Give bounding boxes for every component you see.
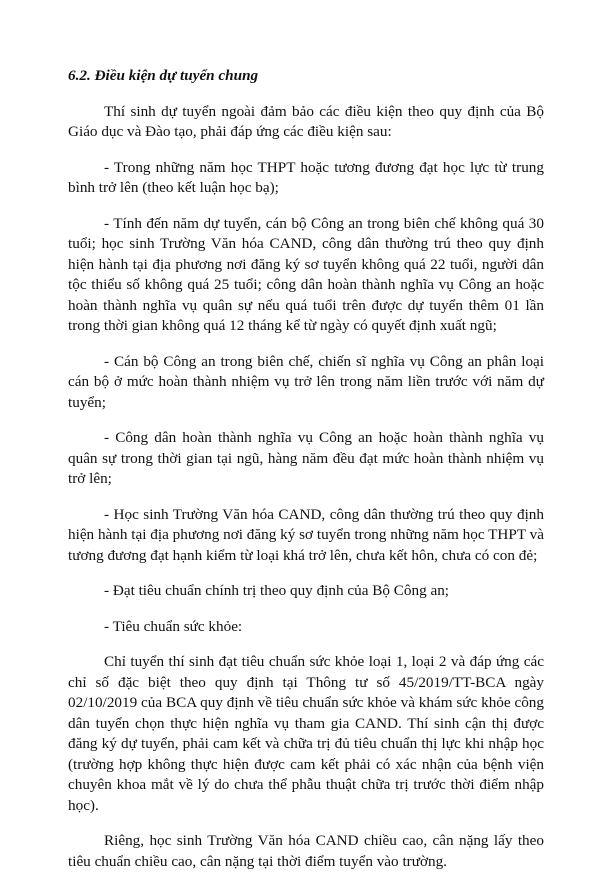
condition-health: - Tiêu chuẩn sức khỏe: <box>104 617 243 635</box>
condition-academic: - Trong những năm học THPT hoặc tương đương đạt học lực từ trung bình trở lên (theo kết luận học bạ); <box>68 158 544 196</box>
condition-political: - Đạt tiêu chuẩn chính trị theo quy định của Bộ Công an; <box>104 582 450 599</box>
section-heading: 6.2. Điều kiện dự tuyển chung <box>68 67 259 84</box>
condition-officer-rating: - Cán bộ Công an trong biên chế, chiến sĩ nghĩa vụ Công an phân loại cán bộ ở mức hoàn thành nhiệm vụ trở lên trong năm liền trước với năm dự tuyển; <box>68 352 544 411</box>
final-note-paragraph: Riêng, học sinh Trường Văn hóa CAND chiều cao, cân nặng lấy theo tiêu chuẩn chiều cao, cân nặng tại thời điểm tuyển vào trường. <box>68 832 544 870</box>
intro-paragraph: Thí sinh dự tuyển ngoài đảm bảo các điều kiện theo quy định của Bộ Giáo dục và Đào tạo, phải đáp ứng các điều kiện sau: <box>68 102 544 140</box>
health-detail-paragraph: Chỉ tuyển thí sinh đạt tiêu chuẩn sức khỏe loại 1, loại 2 và đáp ứng các chỉ số đặc biệt theo quy định tại Thông tư số 45/2019/TT-BCA ngày 02/10/2019 của BCA quy định về tiêu chuẩn sức khỏe và khám sức khỏe công dân tuyển chọn thực hiện nghĩa vụ tham gia CAND. Thí sinh cận thị được đăng ký dự tuyển, phải cam kết và chữa trị đủ tiêu chuẩn thị lực khi nhập học (trường hợp không thực hiện được cam kết phải có xác nhận của bệnh viện chuyên khoa mắt về lý do chưa thể phẫu thuật chữa trị trước thời điểm nhập học). <box>68 653 544 814</box>
condition-conduct: - Học sinh Trường Văn hóa CAND, công dân thường trú theo quy định hiện hành tại địa phương nơi đăng ký sơ tuyển trong những năm học THPT và tương đương đạt hạnh kiểm từ loại khá trở lên, chưa kết hôn, chưa có con đẻ; <box>68 505 544 564</box>
document-body <box>68 66 544 872</box>
condition-age: - Tính đến năm dự tuyển, cán bộ Công an trong biên chế không quá 30 tuổi; học sinh Trường Văn hóa CAND, công dân thường trú theo quy định hiện hành tại địa phương nơi đăng ký sơ tuyển không quá 22 tuổi, người dân tộc thiểu số không quá 25 tuổi; công dân hoàn thành nghĩa vụ Công an hoặc hoàn thành nghĩa vụ quân sự nếu quá tuổi trên được dự tuyển thêm 01 lần trong thời gian không quá 12 tháng kể từ ngày có quyết định xuất ngũ; <box>68 214 544 334</box>
condition-service-rating: - Công dân hoàn thành nghĩa vụ Công an hoặc hoàn thành nghĩa vụ quân sự trong thời gian tại ngũ, hàng năm đều đạt mức hoàn thành nhiệm vụ trở lên; <box>68 429 544 487</box>
